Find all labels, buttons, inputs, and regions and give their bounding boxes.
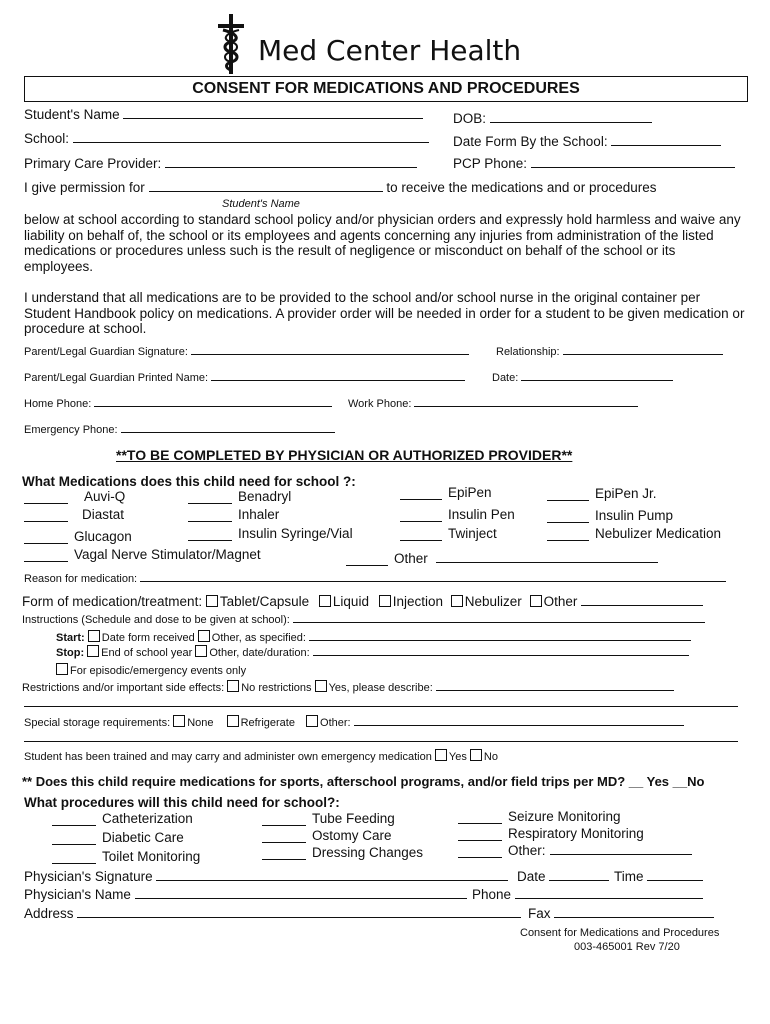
liability-paragraph: below at school according to standard school policy and/or physician orders and expressly hold harmless and waive any liability on behalf of, the school or its employees and agents concerning any injuries from administration of the listed medications or procedures unless such is the result of negligence or misconduct on behalf of the school or its employees. (24, 212, 741, 274)
sports-question: ** Does this child require medications for sports, afterschool programs, and/or field trips per MD? __ Yes __No (22, 774, 705, 789)
guardian-printed-name-field[interactable] (24, 372, 465, 384)
permission-prefix: I give permission for (24, 180, 145, 195)
school-field[interactable] (24, 131, 429, 146)
footer-form-number: 003-465001 Rev 7/20 (574, 941, 680, 953)
tablet-checkbox[interactable] (206, 595, 218, 607)
physician-time-field[interactable]: Time (614, 869, 703, 884)
start-other-checkbox[interactable] (198, 630, 210, 642)
injection-checkbox[interactable] (379, 595, 391, 607)
proc-dressing-changes[interactable]: Dressing Changes (262, 845, 423, 860)
medication-policy-paragraph: I understand that all medications are to be provided to the school and/or school nurse in the original container per Student Handbook policy on medications. A provider order will be needed in order for a student to be given medication or procedure at school. (24, 290, 745, 336)
guardian-date-field[interactable] (492, 372, 673, 384)
start-date-received-checkbox[interactable] (88, 630, 100, 642)
permission-line[interactable] (24, 180, 656, 195)
nebulizer-checkbox[interactable] (451, 595, 463, 607)
guardian-printed-name-label: Parent/Legal Guardian Printed Name: (24, 372, 209, 384)
proc-seizure-monitoring[interactable]: Seizure Monitoring (458, 809, 621, 824)
medications-question: What Medications does this child need for school ?: (22, 474, 356, 489)
students-name-caption: Student's Name (222, 198, 300, 210)
work-phone-field[interactable] (348, 398, 638, 410)
physician-name-field[interactable]: Physician's Name (24, 887, 467, 902)
other-form-checkbox[interactable] (530, 595, 542, 607)
physician-address-field[interactable]: Address (24, 906, 521, 921)
storage-refrigerate-checkbox[interactable] (227, 715, 239, 727)
form-of-medication-label: Form of medication/treatment: (22, 594, 203, 609)
procedures-question: What procedures will this child need for school?: (24, 795, 340, 810)
storage-extra-line[interactable] (24, 741, 738, 742)
storage-none-checkbox[interactable] (173, 715, 185, 727)
episodic-checkbox[interactable] (56, 663, 68, 675)
proc-tube-feeding[interactable]: Tube Feeding (262, 811, 395, 826)
med-vagal-nerve[interactable]: Vagal Nerve Stimulator/Magnet (24, 547, 261, 562)
trained-row: Student has been trained and may carry and administer own emergency medication Yes No (24, 751, 498, 763)
dob-label: DOB: (453, 111, 487, 126)
date-form-field[interactable] (453, 134, 721, 149)
page-title: CONSENT FOR MEDICATIONS AND PROCEDURES (192, 80, 580, 97)
yes-restrictions-checkbox[interactable] (315, 680, 327, 692)
med-diastat[interactable]: Diastat (24, 507, 124, 522)
storage-other-checkbox[interactable] (306, 715, 318, 727)
relationship-label: Relationship: (496, 346, 560, 358)
stop-row: Stop: End of school year Other, date/duration: (56, 645, 689, 659)
liquid-checkbox[interactable] (319, 595, 331, 607)
guardian-date-label: Date: (492, 372, 519, 384)
dob-field[interactable] (453, 111, 652, 126)
proc-other[interactable]: Other: (458, 843, 692, 858)
physician-section-header: **TO BE COMPLETED BY PHYSICIAN OR AUTHORIZED PROVIDER** (116, 447, 573, 463)
proc-toilet-monitoring[interactable]: Toilet Monitoring (52, 849, 200, 864)
pcp-label: Primary Care Provider: (24, 156, 162, 171)
med-inhaler[interactable]: Inhaler (188, 507, 279, 522)
restrictions-row: Restrictions and/or important side effects: No restrictions Yes, please describe: (22, 680, 674, 694)
proc-diabetic-care[interactable]: Diabetic Care (52, 830, 184, 845)
trained-no-checkbox[interactable] (470, 749, 482, 761)
med-epipen[interactable]: EpiPen (400, 485, 492, 500)
med-epipen-jr[interactable]: EpiPen Jr. (547, 486, 657, 501)
med-other[interactable]: Other (346, 551, 658, 566)
physician-date-field[interactable]: Date (517, 869, 609, 884)
restrictions-extra-line[interactable] (24, 706, 738, 707)
physician-phone-field[interactable]: Phone (472, 887, 703, 902)
storage-row: Special storage requirements: None Refrigerate Other: (24, 715, 684, 729)
emergency-phone-field[interactable] (24, 424, 335, 436)
date-form-label: Date Form By the School: (453, 134, 608, 149)
home-phone-field[interactable] (24, 398, 332, 410)
trained-yes-checkbox[interactable] (435, 749, 447, 761)
proc-ostomy-care[interactable]: Ostomy Care (262, 828, 392, 843)
stop-other-checkbox[interactable] (195, 645, 207, 657)
physician-fax-field[interactable]: Fax (528, 906, 714, 921)
student-name-field[interactable] (24, 107, 423, 122)
instructions-label: Instructions (Schedule and dose to be given at school): (22, 614, 290, 626)
med-insulin-pump[interactable]: Insulin Pump (547, 508, 673, 523)
permission-suffix: to receive the medications and or procedures (386, 180, 657, 195)
stop-end-of-year-checkbox[interactable] (87, 645, 99, 657)
proc-catheterization[interactable]: Catheterization (52, 811, 193, 826)
med-glucagon[interactable]: Glucagon (24, 529, 132, 544)
logo (214, 14, 248, 81)
pcp-field[interactable] (24, 156, 417, 171)
med-insulin-syringe[interactable]: Insulin Syringe/Vial (188, 526, 353, 541)
med-auvi-q[interactable]: Auvi-Q (24, 489, 125, 504)
guardian-signature-field[interactable] (24, 346, 469, 358)
caduceus-icon (214, 14, 248, 76)
title-box (24, 76, 748, 102)
form-of-medication-row: Form of medication/treatment: Tablet/Capsule Liquid Injection Nebulizer Other (22, 594, 703, 609)
proc-respiratory-monitoring[interactable]: Respiratory Monitoring (458, 826, 644, 841)
relationship-field[interactable] (496, 346, 723, 358)
home-phone-label: Home Phone: (24, 398, 92, 410)
pcp-phone-field[interactable] (453, 156, 735, 171)
emergency-phone-label: Emergency Phone: (24, 424, 118, 436)
med-twinject[interactable]: Twinject (400, 526, 497, 541)
student-name-label: Student's Name (24, 107, 120, 122)
reason-label: Reason for medication: (24, 573, 138, 585)
pcp-phone-label: PCP Phone: (453, 156, 528, 171)
episodic-row: For episodic/emergency events only (56, 663, 246, 677)
org-name: Med Center Health (258, 34, 522, 67)
reason-field[interactable] (24, 573, 726, 585)
guardian-signature-label: Parent/Legal Guardian Signature: (24, 346, 188, 358)
physician-signature-field[interactable]: Physician's Signature (24, 869, 508, 884)
no-restrictions-checkbox[interactable] (227, 680, 239, 692)
med-benadryl[interactable]: Benadryl (188, 489, 291, 504)
school-label: School: (24, 131, 70, 146)
med-nebulizer-medication[interactable]: Nebulizer Medication (547, 526, 721, 541)
start-row: Start: Date form received Other, as specified: (56, 630, 691, 644)
instructions-field[interactable] (22, 614, 705, 626)
med-insulin-pen[interactable]: Insulin Pen (400, 507, 515, 522)
work-phone-label: Work Phone: (348, 398, 412, 410)
footer-form-title: Consent for Medications and Procedures (520, 927, 720, 939)
